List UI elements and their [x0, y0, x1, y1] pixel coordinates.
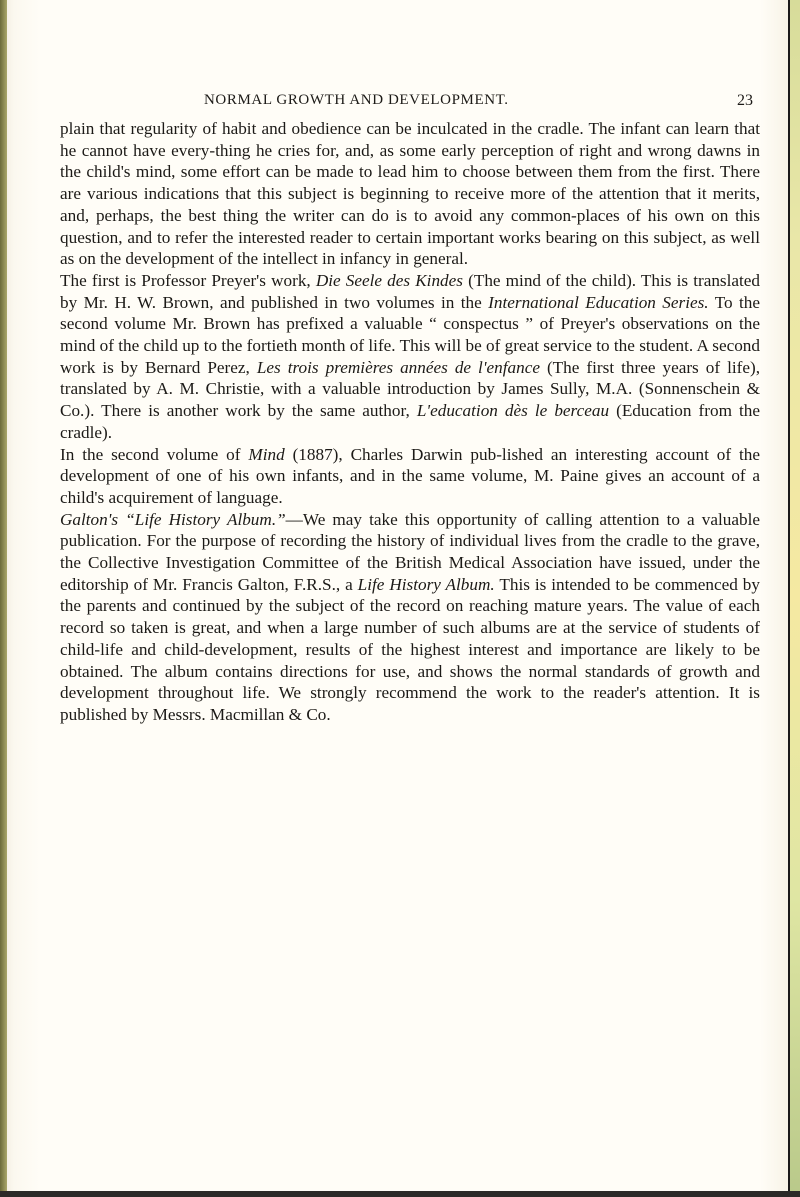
- text-run: plain that regularity of habit and obedience can be inculcated in the cradle. The infant can learn that he cannot have every-thing he cries for, and, as some early perception of right and wrong dawns in the child's mind, some effort can be made to lead him to choose between them from the first. There are various indications that this subject is beginning to receive more of the attention that it merits, and, perhaps, the best thing the writer can do is to avoid any common-places of his own on this question, and to refer the interested reader to certain important works bearing on this subject, as well as on the development of the intellect in infancy in general.: [60, 119, 760, 269]
- paragraph: [60, 509, 760, 726]
- italic-text: Les trois premières années de l'enfance: [256, 357, 540, 377]
- text-run: (The first three years of life), translated by A. M. Christie, with a valuable introduction by James Sully, M.A. (Sonnenschein & Co.). There is another work by the same author,: [60, 357, 760, 421]
- italic-text: L'education dès le berceau: [416, 401, 610, 421]
- paragraph: [60, 118, 760, 270]
- page-number: 23: [737, 92, 753, 109]
- text-run: In the second volume of: [60, 444, 249, 464]
- italic-text: Die Seele des Kindes: [315, 270, 463, 290]
- page-right-edge: [788, 0, 800, 1197]
- paragraph: [60, 444, 760, 509]
- text-run: (Education from the cradle).: [60, 401, 760, 442]
- italic-text: Mind: [248, 444, 285, 464]
- text-run: —We may take this opportunity of calling attention to a valuable publication. For the purpose of recording the history of individual lives from the cradle to the grave, the Collective Investigation Committee of the British Medical Association have issued, under the editorship of Mr. Francis Galton, F.R.S., a: [60, 509, 760, 594]
- body-text: [60, 118, 760, 726]
- text-run: To the second volume Mr. Brown has prefixed a valuable “ conspectus ” of Preyer's observations on the mind of the child up to the fortieth month of life. This will be of great service to the student. A second work is by Bernard Perez,: [60, 292, 760, 377]
- text-run: (The mind of the child). This is translated by Mr. H. W. Brown, and published in two volumes in the: [60, 270, 761, 312]
- text-run: (1887), Charles Darwin pub-lished an interesting account of the development of one of his own infants, and in the same volume, M. Paine gives an account of a child's acquirement of language.: [60, 444, 760, 507]
- text-run: This is intended to be commenced by the parents and continued by the subject of the record on reaching mature years. The value of each record so taken is great, and when a large number of such albums are at the service of students of child-life and child-development, results of the highest interest and importance are likely to be obtained. The album contains directions for use, and shows the normal standards of growth and development throughout life. We strongly recommend the work to the reader's attention. It is published by Messrs. Macmillan & Co.: [60, 574, 760, 724]
- page-bottom-edge: [0, 1191, 800, 1197]
- italic-text: International Education Series.: [488, 292, 709, 312]
- paragraph: [60, 270, 760, 444]
- running-head: NORMAL GROWTH AND DEVELOPMENT.: [204, 92, 509, 108]
- page-header: [60, 92, 765, 114]
- italic-text: Galton's “Life History Album.”: [60, 509, 286, 529]
- text-run: The first is Professor Preyer's work,: [60, 270, 316, 290]
- page-left-edge: [0, 0, 7, 1197]
- italic-text: Life History Album.: [357, 574, 495, 594]
